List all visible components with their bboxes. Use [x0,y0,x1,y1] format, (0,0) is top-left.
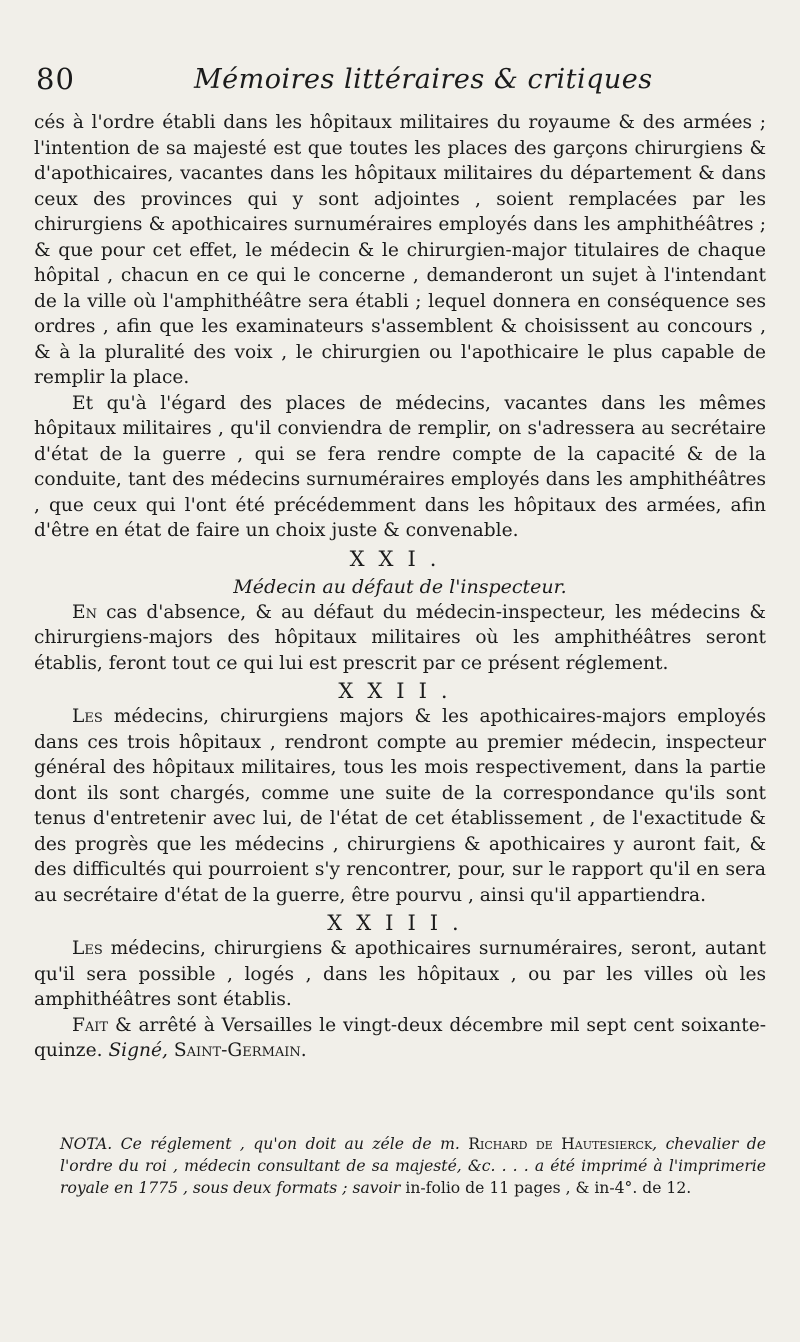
note-author-name: Richard de Hautesierck [468,1135,653,1153]
note-text: Ce réglement , qu'on doit au zéle de m. [120,1135,460,1153]
section-heading-xxi: XXI. [349,546,451,571]
section-heading-xxii: XXII. [338,679,462,703]
page-number: 80 [36,62,75,96]
note-text: savoir [352,1179,401,1197]
paragraph-text: médecins, chirurgiens & apothicaires surnuméraires, seront, autant qu'il sera possible , logés , dans les hôpitaux , ou par les villes où les amphithéâtres sont établis. [34,938,766,1010]
paragraph-text: médecins, chirurgiens majors & les apothicaires-majors employés dans ces trois hôpitaux , rendront compte au premier médecin, inspecteur général des hôpitaux militaires, tous les mois respectivement, dans la partie dont ils sont chargés, comme une suite de la correspondance qu'ils sont tenus d'entretenir avec lui, de l'état de cet établissement , de l'exactitude & des progrès que les médecins , chirurgiens & apothicaires y auront fait, & des difficultés qui pourroient s'y rencontrer, pour, sur le rapport qu'il en sera au secrétaire d'état de la guerre, être pourvu , ainsi qu'il appartiendra. [34,706,766,906]
note-label: NOTA. [60,1135,113,1153]
note-text: in-folio de 11 pages , & in-4°. de 12. [405,1179,692,1197]
running-title: Mémoires littéraires & critiques [194,64,653,95]
paragraph-article-xxiii [34,936,766,1013]
lead-word: Fait [72,1014,109,1036]
lead-word: Les [72,938,103,959]
signer-name: Saint-Germain. [173,1040,307,1061]
paragraph-text: & arrêté à Versailles le vingt-deux décembre mil sept cent soixante-quinze. [34,1014,766,1061]
book-page [34,58,766,1064]
paragraph-article-xxii [34,704,766,908]
paragraph-continuation: cés à l'ordre établi dans les hôpitaux militaires du royaume & des armées ; l'intention de sa majesté est que toutes les places des garçons chirurgiens & d'apothicaires, vacantes dans les hôpitaux militaires du département & dans ceux des provinces qui y sont adjointes , soient remplacées par les chirurgiens & apothicaires surnuméraires employés dans les amphithéâtres ; & que pour cet effet, le médecin & le chirurgien-major titulaires de chaque hôpital , chacun en ce qui le concerne , demanderont un sujet à l'intendant de la ville où l'amphithéâtre sera établi ; lequel donnera en conséquence ses ordres , afin que les examinateurs s'assemblent & choisissent au concours , & à la pluralité des voix , le chirurgien ou l'apothicaire le plus capable de remplir la place. [34,112,766,388]
lead-word: En [72,601,97,623]
note-text: , chevalier de l'ordre du roi , médecin consultant de sa majesté, &c. . . . a été imprimé à l'imprimerie royale en 1775 , sous deux formats ; [60,1135,766,1197]
section-subtitle-xxi: Médecin au défaut de l'inspecteur. [233,575,567,598]
footnote [60,1133,766,1199]
lead-word: Les [72,706,103,727]
section-heading-xxiii: XXIII. [327,911,473,935]
page-header [34,58,766,110]
paragraph-text: cas d'absence, & au défaut du médecin-inspecteur, les médecins & chirurgiens-majors des hôpitaux militaires où les amphithéâtres seront établis, feront tout ce qui lui est prescrit par ce présent réglement. [34,601,766,674]
signed-label: Signé, [108,1040,168,1061]
paragraph-article-xxi [34,600,766,677]
paragraph-signature [34,1013,766,1064]
paragraph-medecins-places: Et qu'à l'égard des places de médecins, vacantes dans les mêmes hôpitaux militaires , qu'il conviendra de remplir, on s'adressera au secrétaire d'état de la guerre , qui se fera rendre compte de la capacité & de la conduite, tant des médecins surnuméraires employés dans les amphithéâtres , que ceux qui l'ont été précédemment dans les hôpitaux des armées, afin d'être en état de faire un choix juste & convenable. [34,392,766,541]
